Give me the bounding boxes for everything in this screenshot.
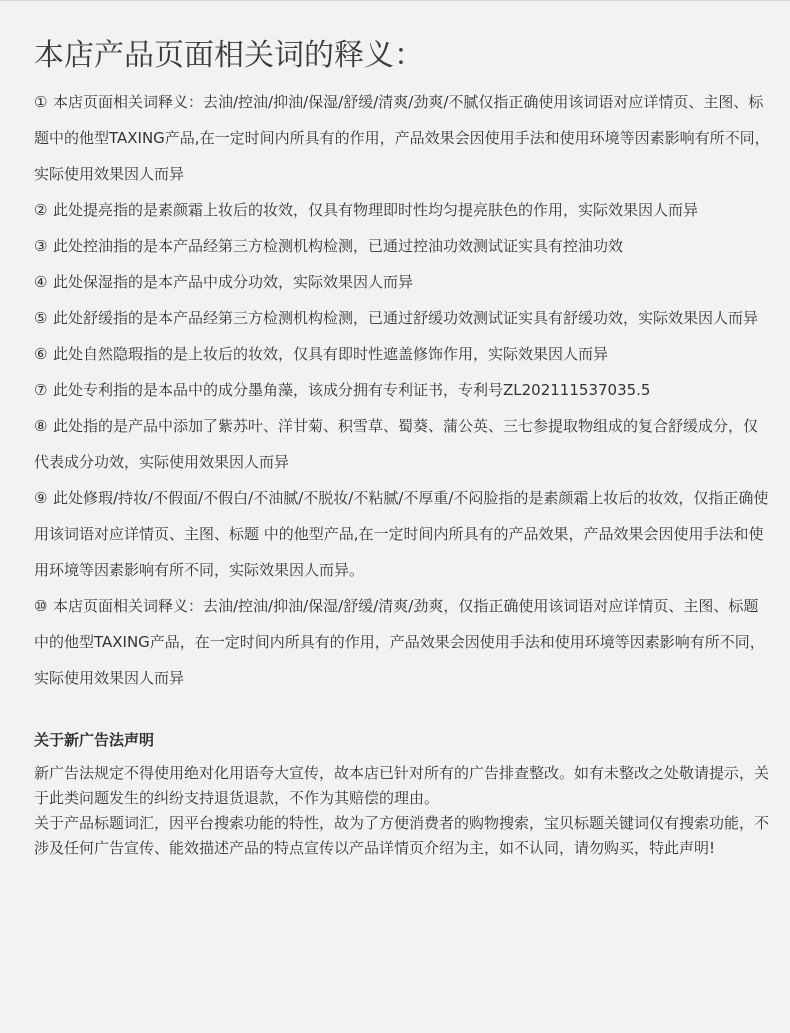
item-text: 此处控油指的是本产品经第三方检测机构检测，已通过控油功效测试证实具有控油功效: [53, 237, 624, 255]
item-number: ①: [34, 93, 48, 111]
item-text: 此处保湿指的是本产品中成分功效，实际效果因人而异: [53, 273, 414, 291]
item-number: ⑦: [34, 381, 48, 399]
list-item: [34, 264, 770, 300]
list-item: [34, 480, 770, 588]
term-definition-list: [34, 84, 770, 696]
list-item: [34, 336, 770, 372]
item-text: 此处指的是产品中添加了紫苏叶、洋甘菊、积雪草、蜀葵、蒲公英、三七参提取物组成的复合舒缓成分，仅代表成分功效，实际使用效果因人而异: [34, 417, 759, 471]
item-number: ⑧: [34, 417, 48, 435]
ad-law-title: 关于新广告法声明: [34, 731, 155, 749]
ad-law-statement: [34, 729, 770, 861]
disclaimer-page: [34, 0, 770, 861]
list-item: [34, 84, 770, 192]
item-text: 本店页面相关词释义：去油/控油/抑油/保湿/舒缓/清爽/劲爽/不腻仅指正确使用该词语对应详情页、主图、标题中的他型TAXING产品,在一定时间内所具有的作用，产品效果会因使用手法和使用环境等因素影响有所不同，实际使用效果因人而异: [34, 93, 770, 183]
item-text: 此处自然隐瑕指的是上妆后的妆效，仅具有即时性遮盖修饰作用，实际效果因人而异: [53, 345, 609, 363]
list-item: [34, 588, 770, 696]
item-text: 本店页面相关词释义：去油/控油/抑油/保湿/舒缓/清爽/劲爽，仅指正确使用该词语对应详情页、主图、标题中的他型TAXING产品，在一定时间内所具有的作用，产品效果会因使用手法和使用环境等因素影响有所不同，实际使用效果因人而异: [34, 597, 765, 687]
item-number: ④: [34, 273, 48, 291]
item-number: ②: [34, 201, 48, 219]
list-item: [34, 300, 770, 336]
item-text: 此处专利指的是本品中的成分墨角藻，该成分拥有专利证书，专利号ZL202111537035.5: [53, 381, 651, 399]
list-item: [34, 192, 770, 228]
item-text: 此处修瑕/持妆/不假面/不假白/不油腻/不脱妆/不粘腻/不厚重/不闷脸指的是素颜霜上妆后的妆效，仅指正确使用该词语对应详情页、主图、标题 中的他型产品,在一定时间内所具有的产品效果，产品效果会因使用手法和使用环境等因素影响有所不同，实际效果因人而异。: [34, 489, 769, 579]
page-title: 本店产品页面相关词的释义：: [34, 38, 424, 73]
list-item: [34, 408, 770, 480]
item-text: 此处提亮指的是素颜霜上妆后的妆效，仅具有物理即时性均匀提亮肤色的作用，实际效果因人而异: [53, 201, 699, 219]
list-item: [34, 228, 770, 264]
item-number: ⑨: [34, 489, 48, 507]
list-item: [34, 372, 770, 408]
item-number: ③: [34, 237, 48, 255]
item-text: 此处舒缓指的是本产品经第三方检测机构检测，已通过舒缓功效测试证实具有舒缓功效，实际效果因人而异: [53, 309, 759, 327]
item-number: ⑥: [34, 345, 48, 363]
item-number: ⑤: [34, 309, 48, 327]
item-number: ⑩: [34, 597, 48, 615]
ad-law-paragraph: 关于产品标题词汇，因平台搜索功能的特性，故为了方便消费者的购物搜索，宝贝标题关键词仅有搜索功能，不涉及任何广告宣传、能效描述产品的特点宣传以产品详情页介绍为主，如不认同，请勿购买，特此声明!: [34, 814, 770, 857]
ad-law-paragraph: 新广告法规定不得使用绝对化用语夸大宣传，故本店已针对所有的广告排查整改。如有未整改之处敬请提示，关于此类问题发生的纠纷支持退货退款，不作为其赔偿的理由。: [34, 764, 770, 807]
